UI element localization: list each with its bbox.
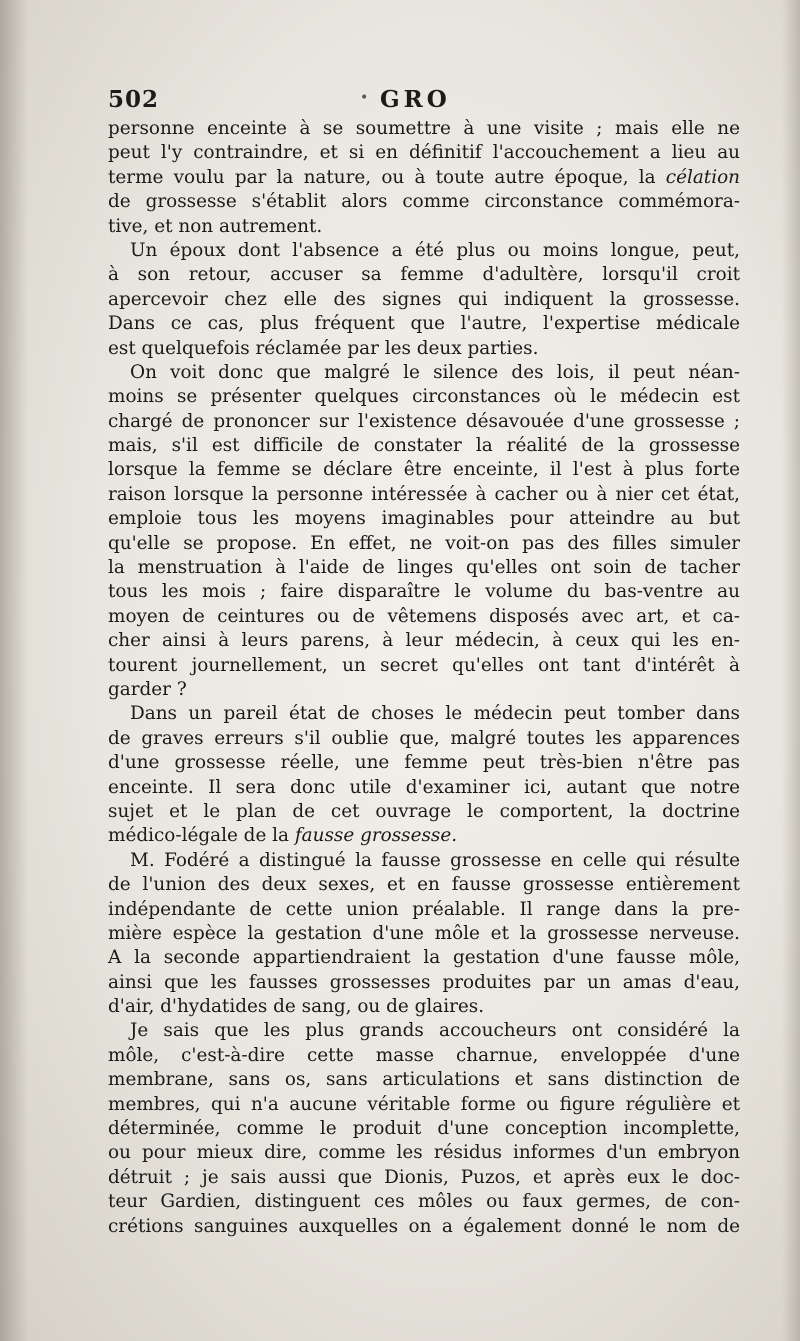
text-line: Dans un pareil état de choses le médecin peut tomber dans [130,703,740,725]
text-line: mais, s'il est difficile de constater la réalité de la grossesse [108,435,740,457]
text-line: Un époux dont l'absence a été plus ou moins longue, peut, [130,239,740,261]
text-line: indépendante de cette union préalable. Il range dans la pre- [108,898,740,920]
text-line: ou pour mieux dire, comme les résidus informes d'un embryon [108,1142,740,1164]
text-line: tous les mois ; faire disparaître le volume du bas-ventre au [108,581,740,603]
text-line: la menstruation à l'aide de linges qu'elles ont soin de tacher [108,557,740,579]
text-line: membrane, sans os, sans articulations et sans distinction de [108,1069,740,1091]
text-line: Dans ce cas, plus fréquent que l'autre, l'expertise médicale [108,313,740,335]
text-line: détruit ; je sais aussi que Dionis, Puzos, et après eux le doc- [108,1166,740,1188]
text-line: sujet et le plan de cet ouvrage le comportent, la doctrine [108,800,740,822]
text-line: ainsi que les fausses grossesses produites par un amas d'eau, [108,971,740,993]
text-line: môle, c'est-à-dire cette masse charnue, enveloppée d'une [108,1044,740,1066]
text-segment: médico-légale de la [108,825,295,847]
text-line: cher ainsi à leurs parens, à leur médecin, à ceux qui les en- [108,630,740,652]
text-line: lorsque la femme se déclare être enceinte, il l'est à plus forte [108,459,740,481]
text-line: d'air, d'hydatides de sang, ou de glaires. [108,996,485,1018]
text-line: moins se présenter quelques circonstances où le médecin est [108,386,740,408]
body-text [108,117,740,1239]
text-line: est quelquefois réclamée par les deux parties. [108,337,539,359]
text-line [108,166,740,190]
text-line: garder ? [108,678,187,700]
text-line: mière espèce la gestation d'une môle et la grossesse nerveuse. [108,922,740,944]
text-line: Je sais que les plus grands accoucheurs ont considéré la [130,1020,740,1042]
text-line: peut l'y contraindre, et si en définitif l'accouchement a lieu au [108,142,740,164]
running-head: GRO [380,86,451,113]
text-line: de graves erreurs s'il oublie que, malgré toutes les apparences [108,727,740,749]
text-line: tive, et non autrement. [108,215,323,237]
text-line [108,824,740,848]
text-line: A la seconde appartiendraient la gestation d'une fausse môle, [108,947,740,969]
text-line: d'une grossesse réelle, une femme peut très-bien n'être pas [108,752,740,774]
text-line: crétions sanguines auxquelles on a également donné le nom de [108,1215,740,1237]
text-line: chargé de prononcer sur l'existence désavouée d'une grossesse ; [108,410,740,432]
text-segment: terme voulu par la nature, ou à toute autre époque, la [108,166,666,188]
page-number: 502 [108,86,160,113]
page-header [108,86,740,116]
text-line: teur Gardien, distinguent ces môles ou faux germes, de con- [108,1191,740,1213]
text-line: de grossesse s'établit alors comme circonstance commémora- [108,191,740,213]
text-line: On voit donc que malgré le silence des lois, il peut néan- [130,361,740,383]
italic-term: fausse grossesse. [294,825,458,847]
text-line: enceinte. Il sera donc utile d'examiner ici, autant que notre [108,776,740,798]
text-line: de l'union des deux sexes, et en fausse grossesse entièrement [108,874,740,896]
italic-term: célation [665,166,740,188]
text-line: apercevoir chez elle des signes qui indiquent la grossesse. [108,288,740,310]
text-line: emploie tous les moyens imaginables pour atteindre au but [108,508,740,530]
text-line: raison lorsque la personne intéressée à cacher ou à nier cet état, [108,483,740,505]
text-line: membres, qui n'a aucune véritable forme ou figure régulière et [108,1093,740,1115]
text-line: qu'elle se propose. En effet, ne voit-on pas des filles simuler [108,532,740,554]
text-line: moyen de ceintures ou de vêtemens disposés avec art, et ca- [108,605,740,627]
text-line: M. Fodéré a distingué la fausse grossesse en celle qui résulte [130,849,740,871]
text-line: à son retour, accuser sa femme d'adultère, lorsqu'il croit [108,264,740,286]
text-line: tourent journellement, un secret qu'elles ont tant d'intérêt à [108,654,740,676]
text-line: déterminée, comme le produit d'une conception incomplette, [108,1118,740,1140]
text-line: personne enceinte à se soumettre à une visite ; mais elle ne [108,118,740,139]
header-ornament: • [360,90,369,106]
